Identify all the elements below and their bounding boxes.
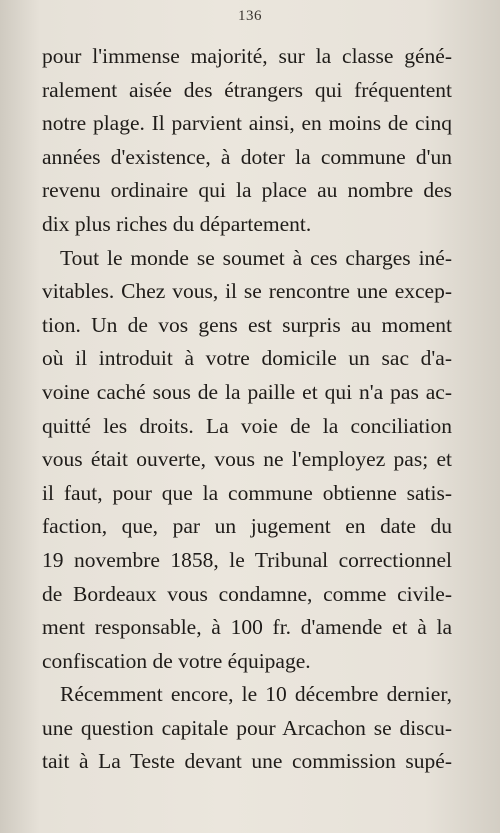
text-line: pour l'immense majorité, sur la classe géné-: [42, 44, 452, 68]
text-line: faction, que, par un jugement en date du: [42, 514, 452, 539]
body-text: [42, 40, 452, 779]
text-line: années d'existence, à doter la commune d'un: [42, 144, 452, 169]
page-number: 136: [238, 8, 262, 24]
text-line: vous était ouverte, vous ne l'employez pas; et: [42, 447, 452, 472]
text-line: vitables. Chez vous, il se rencontre une excep-: [42, 279, 452, 304]
text-line: voine caché sous de la paille et qui n'a pas ac-: [42, 379, 452, 404]
text-line: dix plus riches du département.: [42, 211, 312, 236]
text-line: revenu ordinaire qui la place au nombre des: [42, 178, 452, 203]
text-line: ment responsable, à 100 fr. d'amende et à la: [42, 615, 452, 640]
text-line: où il introduit à votre domicile un sac d'a-: [42, 346, 452, 371]
text-line: il faut, pour que la commune obtienne satis-: [42, 480, 452, 505]
text-line: quitté les droits. La voie de la conciliation: [42, 413, 452, 438]
text-line: tion. Un de vos gens est surpris au moment: [42, 312, 452, 337]
text-line: ralement aisée des étrangers qui fréquentent: [42, 77, 452, 102]
text-line: 19 novembre 1858, le Tribunal correctionnel: [42, 547, 452, 572]
text-line: confiscation de votre équipage.: [42, 648, 311, 673]
text-line: de Bordeaux vous condamne, comme civile-: [42, 581, 452, 606]
text-line: tait à La Teste devant une commission supé-: [42, 749, 452, 774]
text-line: une question capitale pour Arcachon se discu-: [42, 715, 452, 740]
text-line: notre plage. Il parvient ainsi, en moins de cinq: [42, 111, 452, 136]
text-line: Récemment encore, le 10 décembre dernier,: [60, 682, 452, 707]
text-line: Tout le monde se soumet à ces charges iné-: [60, 245, 452, 270]
